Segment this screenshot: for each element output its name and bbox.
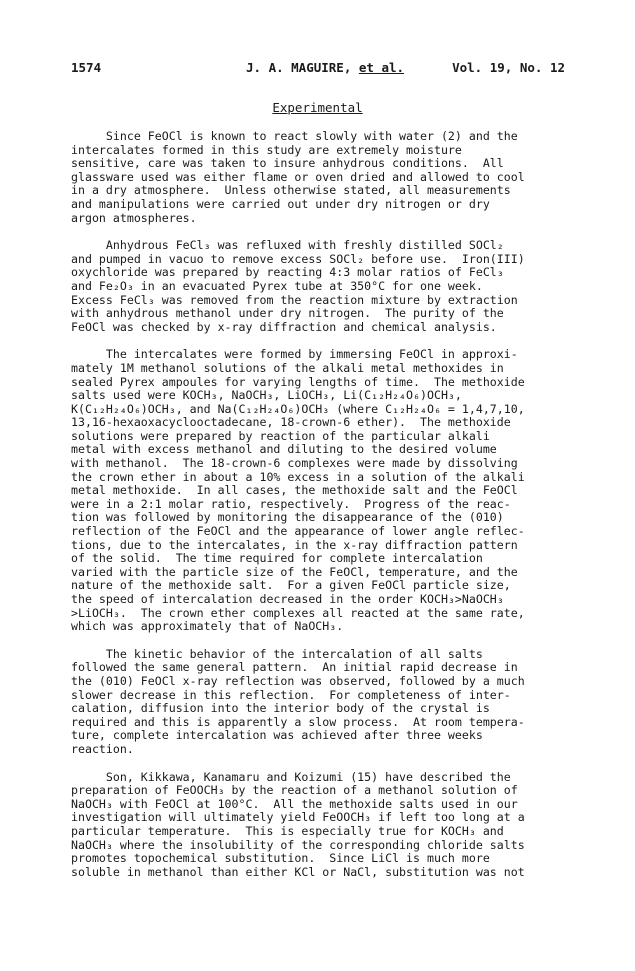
text-line: the (010) FeOCl x-ray reflection was observed, followed by a much [71, 673, 525, 688]
text-line: mately 1M methanol solutions of the alkali metal methoxides in [71, 360, 504, 375]
text-line: and Fe₂O₃ in an evacuated Pyrex tube at 350°C for one week. [71, 278, 483, 293]
text-line: with anhydrous methanol under dry nitrogen. The purity of the [71, 306, 504, 321]
text-line: with methanol. The 18-crown-6 complexes were made by dissolving [71, 456, 518, 471]
text-line: and manipulations were carried out under dry nitrogen or dry [71, 196, 490, 211]
text-line: 13,16-hexaoxacyclooctadecane, 18-crown-6 ether). The methoxide [71, 415, 511, 430]
text-line: which was approximately that of NaOCH₃. [71, 619, 344, 634]
author-name: J. A. MAGUIRE, [246, 60, 352, 75]
text-line: Excess FeCl₃ was removed from the reaction mixture by extraction [71, 292, 518, 307]
text-line: NaOCH₃ where the insolubility of the corresponding chloride salts [71, 837, 525, 852]
text-line: Son, Kikkawa, Kanamaru and Koizumi (15) have described the [71, 769, 511, 784]
paragraph [71, 130, 565, 225]
text-line: tions, due to the intercalates, in the x-ray diffraction pattern [71, 537, 518, 552]
text-line: glassware used was either flame or oven dried and allowed to cool [71, 169, 525, 184]
text-line: investigation will ultimately yield FeOOCH₃ if left too long at a [71, 810, 525, 825]
author-etal: et al. [358, 60, 405, 75]
text-line: were in a 2:1 molar ratio, respectively. Progress of the reac- [71, 496, 511, 511]
running-header [71, 60, 565, 76]
text-line: the crown ether in about a 10% excess in a solution of the alkali [71, 469, 525, 484]
body-text [71, 130, 565, 893]
text-line: nature of the methoxide salt. For a given FeOCl particle size, [71, 578, 511, 593]
text-line: metal methoxide. In all cases, the methoxide salt and the FeOCl [71, 483, 518, 498]
text-line: sealed Pyrex ampoules for varying lengths of time. The methoxide [71, 374, 525, 389]
text-line: sensitive, care was taken to insure anhydrous conditions. All [71, 156, 504, 171]
page-number: 1574 [71, 60, 102, 75]
text-line: calation, diffusion into the interior body of the crystal is [71, 701, 490, 716]
text-line: required and this is apparently a slow process. At room tempera- [71, 714, 525, 729]
text-line: slower decrease in this reflection. For completeness of inter- [71, 687, 511, 702]
text-line: varied with the particle size of the FeOCl, temperature, and the [71, 564, 518, 579]
text-line: intercalates formed in this study are extremely moisture [71, 142, 462, 157]
running-author [246, 60, 404, 75]
text-line: argon atmospheres. [71, 210, 197, 225]
text-line: preparation of FeOOCH₃ by the reaction of a methanol solution of [71, 783, 518, 798]
text-line: NaOCH₃ with FeOCl at 100°C. All the methoxide salts used in our [71, 796, 518, 811]
text-line: the speed of intercalation decreased in the order KOCH₃>NaOCH₃ [71, 592, 504, 606]
text-line: solutions were prepared by reaction of the particular alkali [71, 428, 490, 443]
text-line: Anhydrous FeCl₃ was refluxed with freshly distilled SOCl₂ [71, 238, 504, 253]
text-line: tion was followed by monitoring the disappearance of the (010) [71, 510, 504, 525]
paragraph [71, 648, 565, 757]
text-line: The kinetic behavior of the intercalation of all salts [71, 646, 483, 661]
text-line: in a dry atmosphere. Unless otherwise stated, all measurements [71, 183, 511, 198]
text-line: reflection of the FeOCl and the appearance of lower angle reflec- [71, 524, 525, 539]
text-line: soluble in methanol than either KCl or NaCl, substitution was not [71, 864, 525, 879]
section-title: Experimental [272, 100, 363, 115]
text-line: metal with excess methanol and diluting to the desired volume [71, 442, 497, 457]
paragraph [71, 239, 565, 334]
text-line: salts used were KOCH₃, NaOCH₃, LiOCH₃, Li(C₁₂H₂₄O₆)OCH₃, [71, 388, 462, 403]
volume-issue: Vol. 19, No. 12 [452, 60, 565, 75]
text-line: of the solid. The time required for complete intercalation [71, 551, 483, 566]
text-line: ture, complete intercalation was achieved after three weeks [71, 728, 483, 743]
text-line: Since FeOCl is known to react slowly with water (2) and the [71, 129, 518, 143]
text-line: followed the same general pattern. An initial rapid decrease in [71, 660, 518, 675]
text-line: The intercalates were formed by immersing FeOCl in approxi- [71, 347, 518, 362]
text-line: K(C₁₂H₂₄O₆)OCH₃, and Na(C₁₂H₂₄O₆)OCH₃ (where C₁₂H₂₄O₆ = 1,4,7,10, [71, 401, 525, 416]
paragraph [71, 771, 565, 880]
text-line: particular temperature. This is especially true for KOCH₃ and [71, 823, 504, 838]
text-line: >LiOCH₃. The crown ether complexes all reacted at the same rate, [71, 605, 525, 620]
text-line: oxychloride was prepared by reacting 4:3 molar ratios of FeCl₃ [71, 265, 504, 280]
text-line: promotes topochemical substitution. Since LiCl is much more [71, 851, 490, 866]
text-line: FeOCl was checked by x-ray diffraction and chemical analysis. [71, 319, 497, 334]
paragraph [71, 348, 565, 633]
text-line: reaction. [71, 741, 134, 756]
text-line: and pumped in vacuo to remove excess SOCl₂ before use. Iron(III) [71, 251, 525, 266]
